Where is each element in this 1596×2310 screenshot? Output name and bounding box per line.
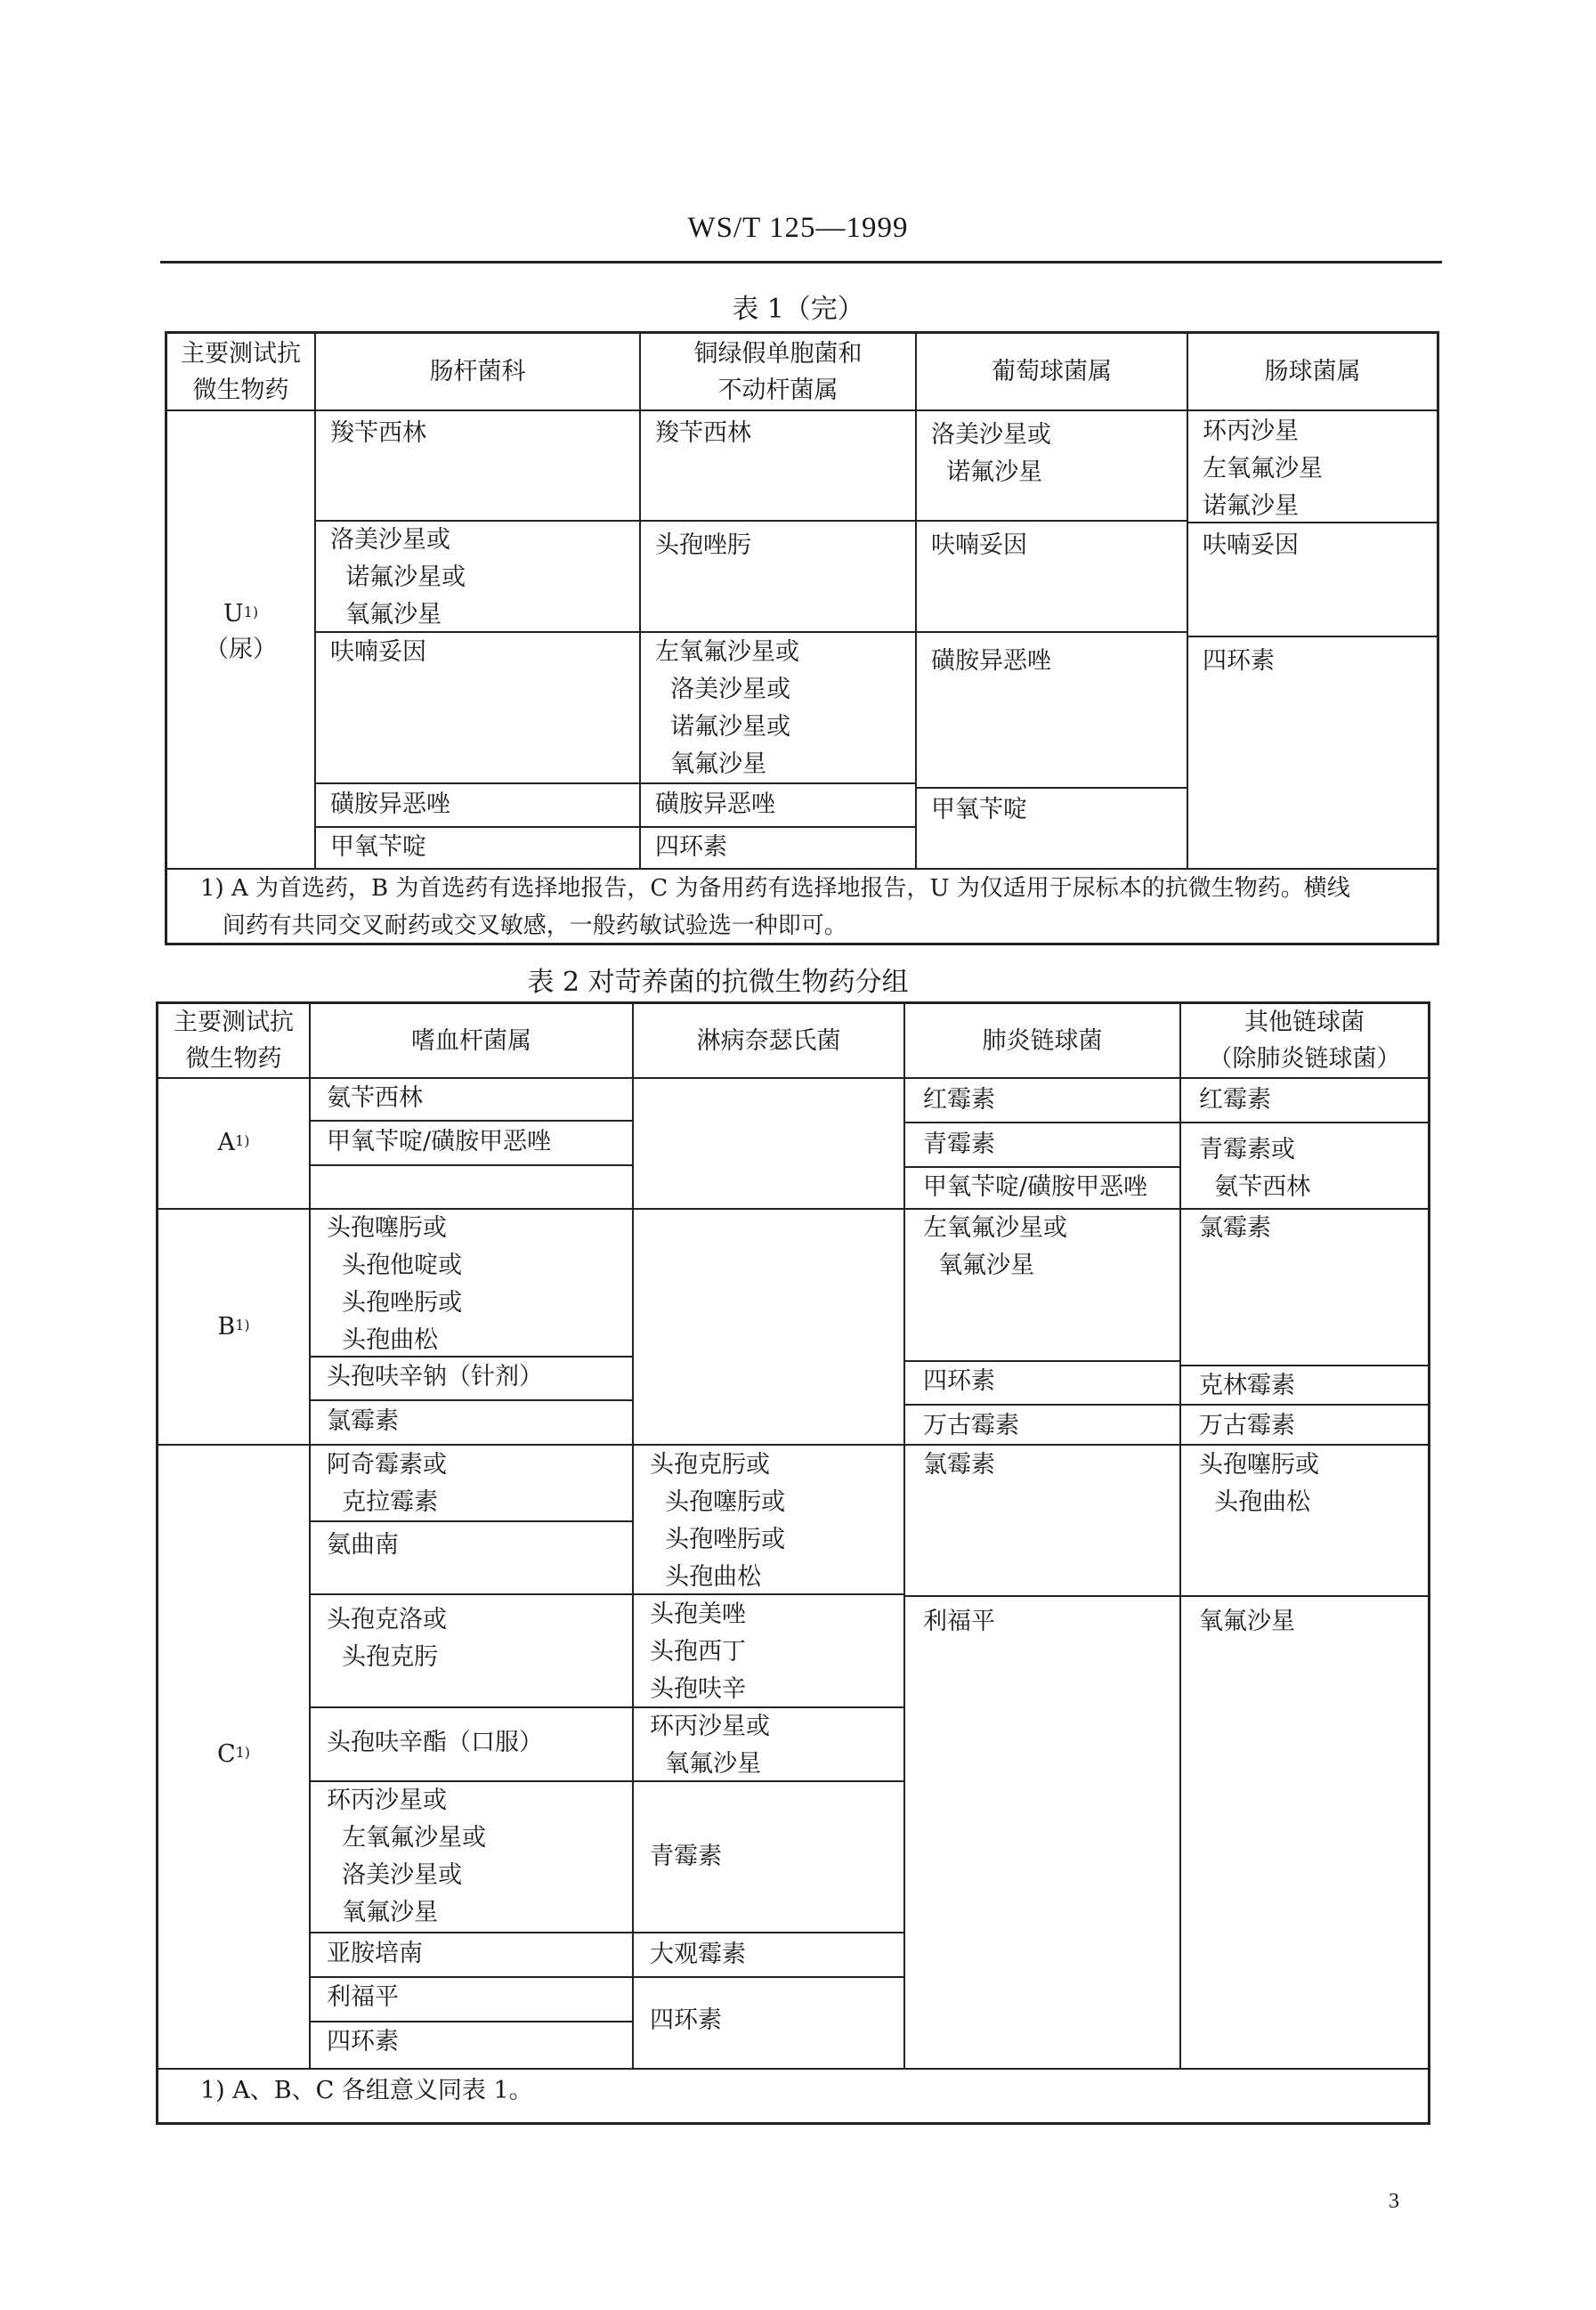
t1-c2-div1 xyxy=(639,520,916,522)
t2-cell: 氯霉素 xyxy=(327,1407,399,1435)
t1-cell: 磺胺异恶唑 xyxy=(330,790,450,818)
t1-group-u-sup: 1) xyxy=(243,604,259,620)
t2-cell: 红霉素 xyxy=(1199,1086,1271,1114)
t2-cell: 头孢呋辛酯（口服） xyxy=(327,1729,543,1756)
t1-cell: 羧苄西林 xyxy=(330,419,426,447)
page-number: 3 xyxy=(1389,2190,1399,2213)
t2-cell: 头孢美唑 头孢西丁 头孢呋辛 xyxy=(650,1601,746,1703)
t2-cell: 氧氟沙星 xyxy=(1199,1608,1295,1635)
t2-cell: 氯霉素 xyxy=(923,1451,995,1479)
table1-border-right xyxy=(1437,331,1439,945)
t2-cell: 万古霉素 xyxy=(923,1412,1019,1439)
t2-cell: 红霉素 xyxy=(923,1086,995,1114)
table2-caption: 表 2 对苛养菌的抗微生物药分组 xyxy=(527,967,909,998)
t1-header-group: 主要测试抗 微生物药 xyxy=(181,339,301,404)
t2-cell: 利福平 xyxy=(327,1983,399,2011)
t1-header-enterobacteriaceae: 肠杆菌科 xyxy=(429,358,526,385)
t2-c-h-div2 xyxy=(309,1593,633,1595)
table2-footnote-rule xyxy=(156,2068,1430,2070)
t1-c3-div2 xyxy=(915,631,1187,633)
t2-cell: 四环素 xyxy=(327,2028,399,2055)
t1-cell: 四环素 xyxy=(1203,647,1275,675)
t2-header-other-streptococcus: 其他链球菌 （除肺炎链球菌） xyxy=(1208,1009,1401,1073)
t2-cell: 头孢呋辛钠（针剂） xyxy=(327,1363,543,1390)
t1-group-u-label: U xyxy=(223,600,244,628)
t1-cell: 甲氧苄啶 xyxy=(931,796,1027,823)
table2-vline-4 xyxy=(1179,1001,1181,2069)
t2-cell: 克林霉素 xyxy=(1199,1372,1295,1399)
table1-vline-2 xyxy=(639,331,641,869)
t1-header-pseudomonas: 铜绿假单胞菌和 不动杆菌属 xyxy=(693,339,863,404)
t2-a-h-div2 xyxy=(309,1164,633,1166)
t1-group-u-sub: （尿） xyxy=(205,636,277,663)
t1-c2-div2 xyxy=(639,631,916,633)
t2-header-neisseria: 淋病奈瑟氏菌 xyxy=(696,1026,841,1055)
table1-vline-1 xyxy=(314,331,316,869)
t2-c-h-div5 xyxy=(309,1932,633,1933)
t2-cell: 四环素 xyxy=(650,2006,722,2034)
header-rule xyxy=(160,261,1442,263)
table2-border-right xyxy=(1428,1001,1430,2125)
t2-header-group: 主要测试抗 微生物药 xyxy=(174,1009,294,1073)
t2-cell: 左氧氟沙星或 氧氟沙星 xyxy=(923,1214,1067,1279)
table2-border-left xyxy=(156,1001,158,2125)
table1-footnote: 1) A 为首选药，B 为首选药有选择地报告，C 为备用药有选择地报告，U 为仅适用于尿标本的抗微生物药。横线 间药有共同交叉耐药或交叉敏感，一般药敏试验选一种即可。 xyxy=(200,875,1350,939)
t1-header-enterococcus: 肠球菌属 xyxy=(1264,358,1361,385)
t2-c-h-div6 xyxy=(309,1976,633,1978)
t2-cell: 阿奇霉素或 克拉霉素 xyxy=(327,1451,447,1516)
t2-cell: 头孢噻肟或 头孢曲松 xyxy=(1199,1451,1319,1516)
table2 xyxy=(156,1001,1430,2125)
t2-cell: 青霉素 xyxy=(923,1131,995,1158)
t2-cell: 头孢噻肟或 头孢他啶或 头孢唑肟或 头孢曲松 xyxy=(327,1214,463,1354)
t1-cell: 呋喃妥因 xyxy=(1203,531,1299,559)
t2-cell: 亚胺培南 xyxy=(327,1940,423,1967)
t1-cell: 呋喃妥因 xyxy=(330,638,426,666)
t1-c3-div1 xyxy=(915,520,1187,522)
t1-c1-div3 xyxy=(314,782,640,784)
t2-c-h-div3 xyxy=(309,1706,633,1708)
t1-c4-div2 xyxy=(1187,636,1439,637)
t1-cell: 磺胺异恶唑 xyxy=(655,790,775,818)
t2-group-c-label: C xyxy=(216,1740,236,1768)
t2-cell: 四环素 xyxy=(923,1367,995,1395)
t2-cell: 大观霉素 xyxy=(650,1941,746,1968)
t2-b-p-div2 xyxy=(903,1404,1180,1406)
table2-vline-1 xyxy=(309,1001,311,2069)
t2-cell: 青霉素或 氨苄西林 xyxy=(1199,1136,1311,1201)
t2-group-b-sup: 1) xyxy=(235,1317,250,1333)
t2-group-a-sup: 1) xyxy=(235,1132,250,1149)
t2-header-haemophilus: 嗜血杆菌属 xyxy=(411,1026,531,1055)
t1-header-staphylococcus: 葡萄球菌属 xyxy=(992,358,1112,385)
t1-cell: 羧苄西林 xyxy=(655,419,751,447)
table1 xyxy=(165,331,1439,945)
t2-cell: 甲氧苄啶/磺胺甲恶唑 xyxy=(327,1128,552,1155)
t2-header-pneumoniae: 肺炎链球菌 xyxy=(982,1026,1103,1055)
t2-group-c xyxy=(158,1737,309,1772)
t2-c-p-div1 xyxy=(903,1595,1180,1597)
t2-cell: 青霉素 xyxy=(650,1843,722,1870)
t2-cell: 利福平 xyxy=(923,1608,995,1635)
t2-b-o-div1 xyxy=(1179,1365,1430,1366)
table1-header-rule xyxy=(165,409,1439,411)
t2-group-a xyxy=(158,1125,309,1161)
table2-footnote: 1) A、B、C 各组意义同表 1。 xyxy=(200,2077,533,2104)
t2-cell: 氨曲南 xyxy=(327,1531,399,1559)
t1-c3-div3 xyxy=(915,787,1187,789)
standard-number: WS/T 125—1999 xyxy=(687,212,909,244)
t1-cell: 磺胺异恶唑 xyxy=(931,647,1051,675)
t2-a-p-div2 xyxy=(903,1166,1180,1168)
t2-c-h-div7 xyxy=(309,2021,633,2022)
t1-cell: 环丙沙星 左氧氟沙星 诺氟沙星 xyxy=(1203,417,1323,520)
t2-group-b-label: B xyxy=(217,1313,236,1341)
table2-vline-3 xyxy=(903,1001,905,2069)
t1-cell: 左氧氟沙星或 洛美沙星或 诺氟沙星或 氧氟沙星 xyxy=(655,638,799,778)
t1-c1-div4 xyxy=(314,826,640,828)
t2-cell: 头孢克洛或 头孢克肟 xyxy=(327,1606,447,1671)
t2-c-o-div1 xyxy=(1179,1595,1430,1597)
t2-group-b xyxy=(158,1309,309,1345)
t2-cell: 氯霉素 xyxy=(1199,1214,1271,1242)
t2-group-c-sup: 1) xyxy=(235,1744,251,1761)
t2-cell: 头孢克肟或 头孢噻肟或 头孢唑肟或 头孢曲松 xyxy=(650,1451,786,1591)
t1-c2-div4 xyxy=(639,826,916,828)
t2-b-h-div2 xyxy=(309,1399,633,1401)
t2-cell: 万古霉素 xyxy=(1199,1412,1295,1439)
t1-cell: 呋喃妥因 xyxy=(931,531,1027,559)
t2-b-p-div1 xyxy=(903,1360,1180,1362)
t2-a-o-div1 xyxy=(1179,1122,1430,1123)
t2-cell: 氨苄西林 xyxy=(327,1084,423,1112)
t2-a-p-div1 xyxy=(903,1122,1180,1123)
table2-vline-2 xyxy=(632,1001,634,2069)
table2-header-rule xyxy=(156,1077,1430,1079)
t1-cell: 四环素 xyxy=(655,833,727,861)
t1-cell: 洛美沙星或 诺氟沙星或 氧氟沙星 xyxy=(330,526,466,628)
t1-cell: 头孢唑肟 xyxy=(655,531,751,559)
t2-cell: 环丙沙星或 左氧氟沙星或 洛美沙星或 氧氟沙星 xyxy=(327,1787,487,1926)
t1-group-u xyxy=(167,596,314,668)
t2-cell: 甲氧苄啶/磺胺甲恶唑 xyxy=(923,1173,1148,1201)
table2-border-bottom xyxy=(156,2122,1430,2125)
table1-caption: 表 1（完） xyxy=(732,294,864,325)
t1-cell: 甲氧苄啶 xyxy=(330,833,426,861)
t2-a-h-div1 xyxy=(309,1120,633,1122)
t1-cell: 洛美沙星或 诺氟沙星 xyxy=(931,421,1051,486)
t2-group-a-label: A xyxy=(217,1129,236,1156)
t2-c-n-div5 xyxy=(632,1976,904,1978)
t2-cell: 环丙沙星或 氧氟沙星 xyxy=(650,1713,770,1778)
t2-c-n-div4 xyxy=(632,1932,904,1933)
